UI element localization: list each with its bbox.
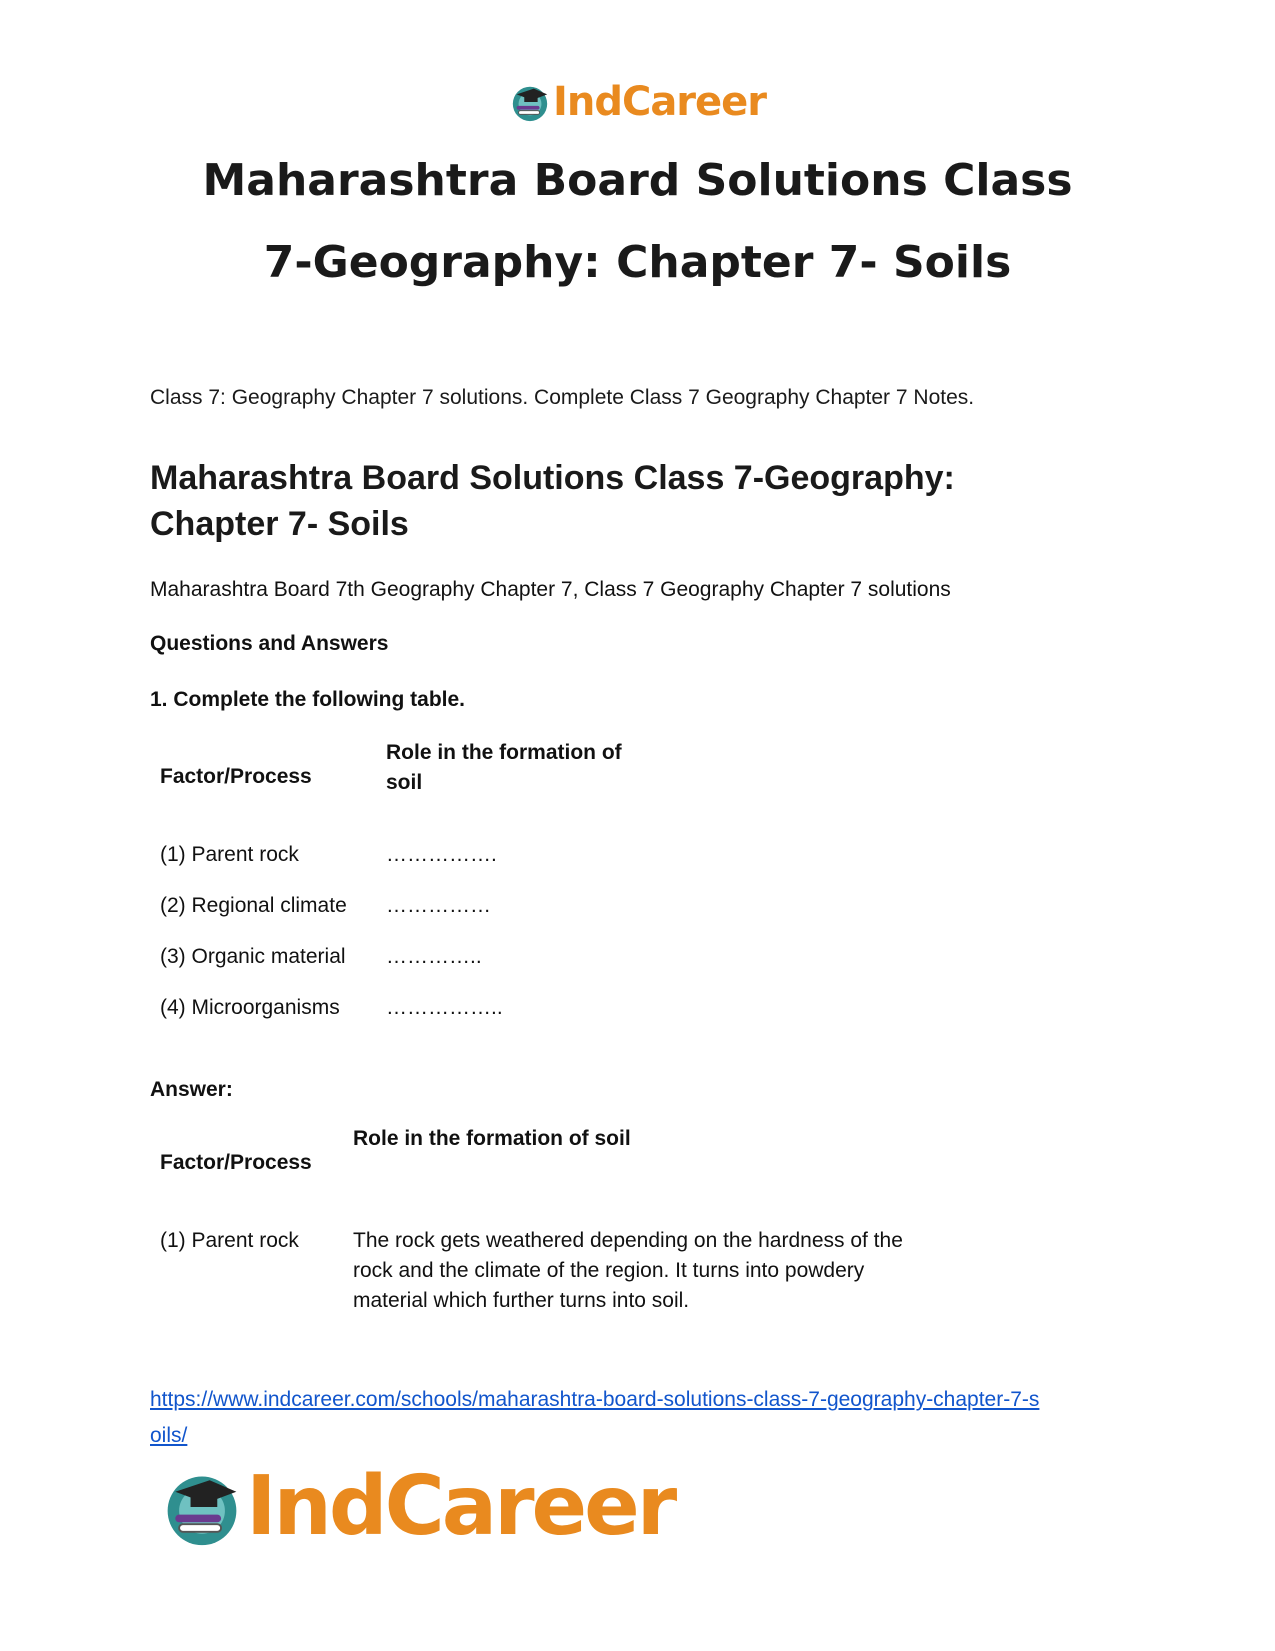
table-row-factor: (1) Parent rock xyxy=(160,843,299,866)
qa-heading: Questions and Answers xyxy=(150,632,389,655)
source-link[interactable] xyxy=(150,1382,1150,1454)
answer-table-row-role-line-1: The rock gets weathered depending on the hardness of the xyxy=(353,1229,903,1252)
table-header-role-line-1: Role in the formation of xyxy=(386,741,622,764)
table-row-role: ……………. xyxy=(386,843,497,866)
answer-table-header-factor: Factor/Process xyxy=(160,1151,312,1174)
page-title xyxy=(0,140,1275,304)
footer-logo xyxy=(160,1459,675,1554)
section-heading-line-1: Maharashtra Board Solutions Class 7-Geography: xyxy=(150,459,955,497)
table-header-role-line-2: soil xyxy=(386,771,423,794)
page-title-line-1: Maharashtra Board Solutions Class xyxy=(202,155,1073,206)
table-row-role: ………….. xyxy=(386,945,482,968)
page-title-line-2: 7-Geography: Chapter 7- Soils xyxy=(263,237,1012,288)
graduation-cap-globe-icon xyxy=(160,1465,244,1549)
source-link-line-1[interactable]: https://www.indcareer.com/schools/maharashtra-board-solutions-class-7-geography-chapter-7-s xyxy=(150,1388,1040,1411)
table-row-role: …………….. xyxy=(386,996,503,1019)
table-header-factor: Factor/Process xyxy=(160,765,312,788)
answer-table-header-role: Role in the formation of soil xyxy=(353,1127,631,1150)
intro-text: Class 7: Geography Chapter 7 solutions. Complete Class 7 Geography Chapter 7 Notes. xyxy=(150,386,975,409)
source-link-line-2[interactable]: oils/ xyxy=(150,1424,188,1447)
table-row-factor: (3) Organic material xyxy=(160,945,346,968)
header-logo xyxy=(0,80,1275,128)
answer-table-row-role-line-2: rock and the climate of the region. It turns into powdery xyxy=(353,1259,865,1282)
question-1: 1. Complete the following table. xyxy=(150,688,466,711)
subtitle-text: Maharashtra Board 7th Geography Chapter 7, Class 7 Geography Chapter 7 solutions xyxy=(150,578,951,601)
answer-label: Answer: xyxy=(150,1078,233,1101)
answer-table-row-role-line-3: material which further turns into soil. xyxy=(353,1289,690,1312)
section-heading xyxy=(150,455,1150,547)
logo-text: IndCareer xyxy=(552,79,767,125)
table-row-factor: (4) Microorganisms xyxy=(160,996,340,1019)
section-heading-line-2: Chapter 7- Soils xyxy=(150,505,409,543)
answer-table-row-factor: (1) Parent rock xyxy=(160,1229,299,1252)
graduation-cap-globe-icon xyxy=(509,81,551,123)
logo-text: IndCareer xyxy=(246,1459,675,1554)
table-row-role: …………… xyxy=(386,894,491,917)
table-row-factor: (2) Regional climate xyxy=(160,894,347,917)
